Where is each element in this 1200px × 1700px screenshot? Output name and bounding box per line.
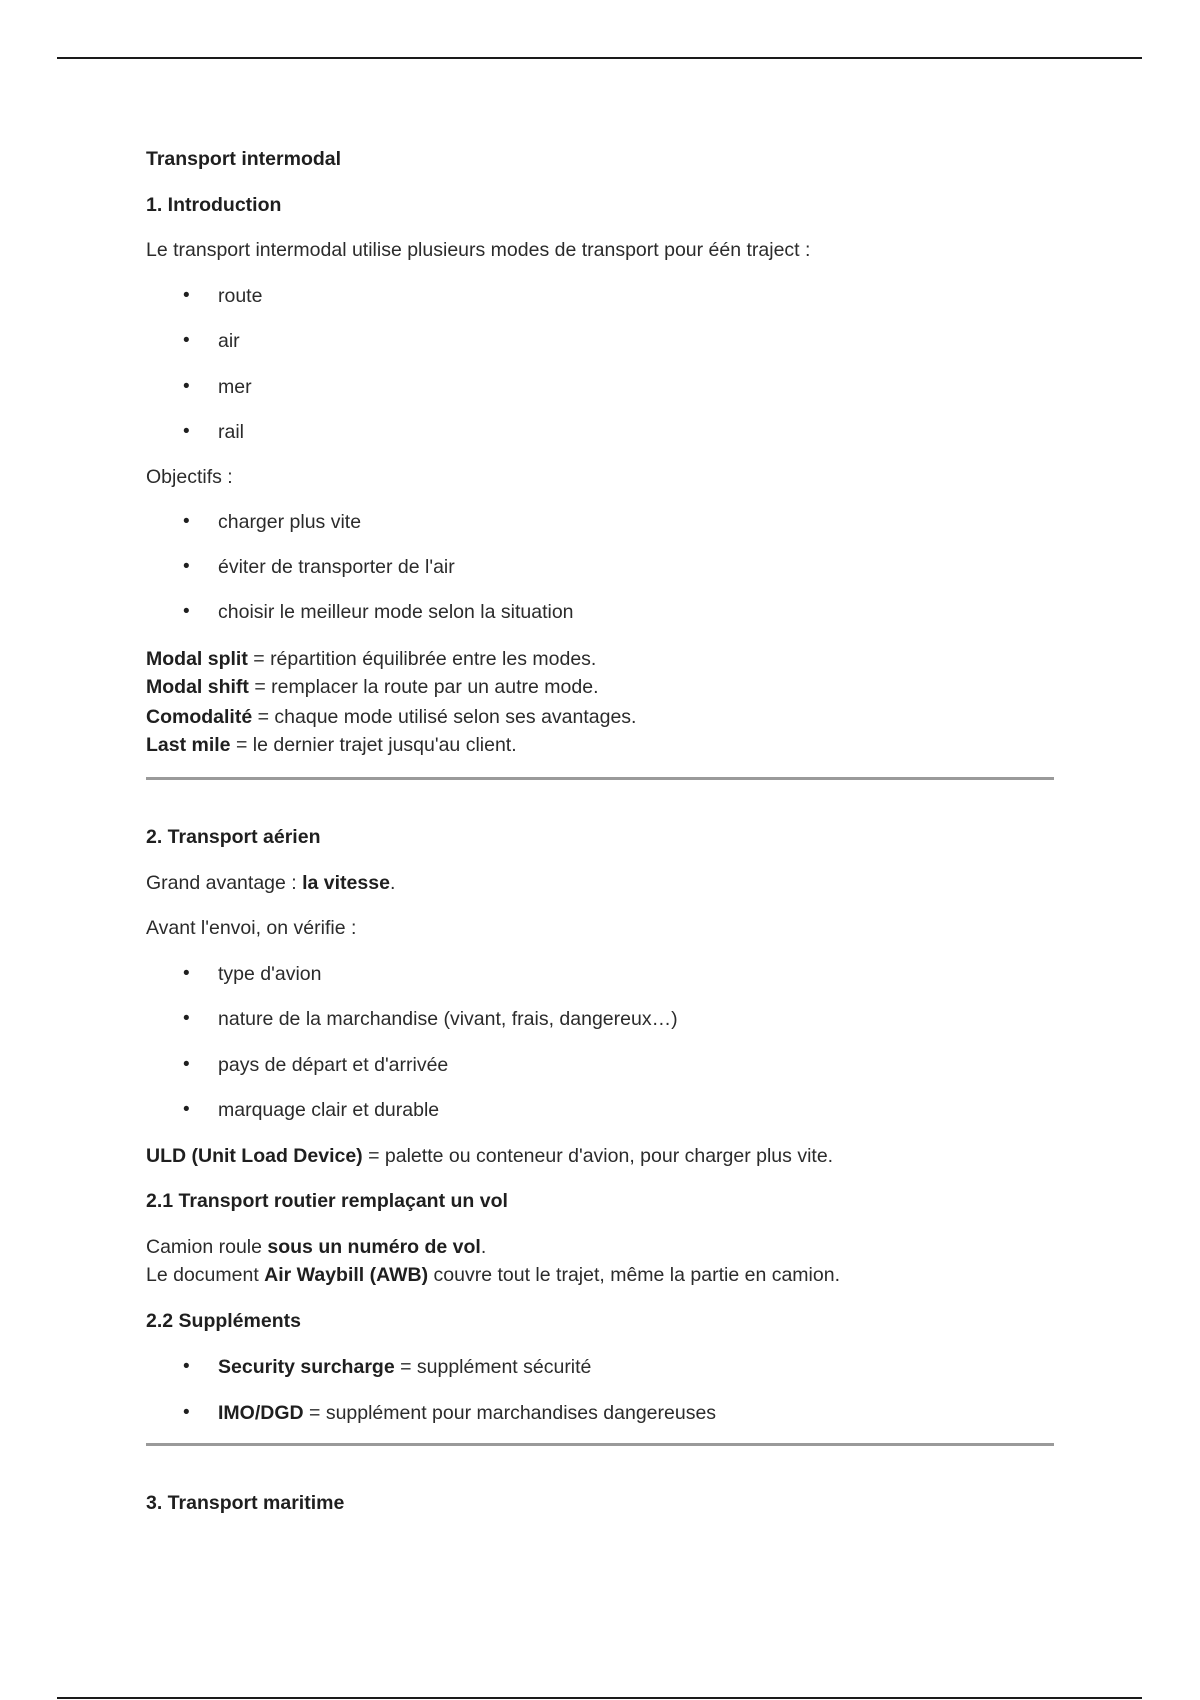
definition-modal-split: [146, 645, 596, 673]
list-item: route: [218, 285, 263, 307]
section-heading-transport-maritime: 3. Transport maritime: [146, 1492, 345, 1514]
advantage-prefix: Grand avantage :: [146, 872, 303, 894]
subsection-heading-2-1: 2.1 Transport routier remplaçant un vol: [146, 1190, 508, 1212]
definition-term: ULD (Unit Load Device): [146, 1145, 363, 1167]
definition-term: Security surcharge: [218, 1356, 395, 1378]
text-bold: sous un numéro de vol: [267, 1236, 481, 1258]
definition-text: = chaque mode utilisé selon ses avantages.: [252, 706, 637, 728]
list-item: mer: [218, 376, 252, 398]
bullet-icon: •: [183, 421, 190, 442]
definition-last-mile: [146, 731, 517, 759]
document-title: Transport intermodal: [146, 148, 342, 170]
text-span: Camion roule: [146, 1236, 268, 1258]
list-item: [218, 1399, 716, 1427]
text-span: couvre tout le trajet, même la partie en camion.: [428, 1264, 840, 1286]
objectives-label: Objectifs :: [146, 466, 233, 488]
intro-lead-text: Le transport intermodal utilise plusieurs modes de transport pour één traject :: [146, 239, 811, 261]
section-heading-transport-aerien: 2. Transport aérien: [146, 826, 321, 848]
definition-text: = remplacer la route par un autre mode.: [248, 676, 599, 698]
definition-term: Comodalité: [146, 706, 253, 728]
bullet-icon: •: [183, 1402, 190, 1423]
definition-term: Last mile: [146, 734, 231, 756]
bullet-icon: •: [183, 1054, 190, 1075]
advantage-bold: la vitesse: [302, 872, 390, 894]
definition-term: IMO/DGD: [218, 1402, 304, 1424]
bullet-icon: •: [183, 1356, 190, 1377]
air-check-label: Avant l'envoi, on vérifie :: [146, 917, 357, 939]
air-advantage-line: [146, 869, 395, 897]
definition-modal-shift: [146, 673, 598, 701]
definition-text: = le dernier trajet jusqu'au client.: [230, 734, 517, 756]
definition-text: = supplément pour marchandises dangereuses: [303, 1402, 717, 1424]
definition-text: = répartition équilibrée entre les modes.: [247, 648, 597, 670]
uld-definition: [146, 1142, 833, 1170]
section-heading-introduction: 1. Introduction: [146, 194, 282, 216]
list-item: choisir le meilleur mode selon la situation: [218, 601, 574, 623]
bullet-icon: •: [183, 285, 190, 306]
text-bold: Air Waybill (AWB): [264, 1264, 429, 1286]
list-item: charger plus vite: [218, 511, 362, 533]
list-item: [218, 1353, 591, 1381]
text-span: .: [480, 1236, 487, 1258]
list-item: nature de la marchandise (vivant, frais, dangereux…): [218, 1008, 678, 1030]
definition-text: = supplément sécurité: [394, 1356, 592, 1378]
advantage-suffix: .: [389, 872, 396, 894]
definition-term: Modal shift: [146, 676, 249, 698]
page-top-rule: [57, 57, 1142, 59]
list-item: éviter de transporter de l'air: [218, 556, 455, 578]
bullet-icon: •: [183, 556, 190, 577]
definition-text: = palette ou conteneur d'avion, pour charger plus vite.: [362, 1145, 834, 1167]
list-item: rail: [218, 421, 245, 443]
list-item: marquage clair et durable: [218, 1099, 440, 1121]
bullet-icon: •: [183, 376, 190, 397]
section-divider: [146, 777, 1054, 780]
definition-term: Modal split: [146, 648, 248, 670]
list-item: type d'avion: [218, 963, 322, 985]
section-divider: [146, 1443, 1054, 1446]
text-span: Le document: [146, 1264, 265, 1286]
bullet-icon: •: [183, 1099, 190, 1120]
truck-flight-line: [146, 1233, 486, 1261]
list-item: pays de départ et d'arrivée: [218, 1054, 449, 1076]
definition-comodalite: [146, 703, 636, 731]
bullet-icon: •: [183, 1008, 190, 1029]
bullet-icon: •: [183, 330, 190, 351]
awb-line: [146, 1261, 840, 1289]
bullet-icon: •: [183, 511, 190, 532]
list-item: air: [218, 330, 240, 352]
subsection-heading-2-2: 2.2 Suppléments: [146, 1310, 301, 1332]
page-bottom-rule: [57, 1697, 1142, 1699]
bullet-icon: •: [183, 963, 190, 984]
bullet-icon: •: [183, 601, 190, 622]
